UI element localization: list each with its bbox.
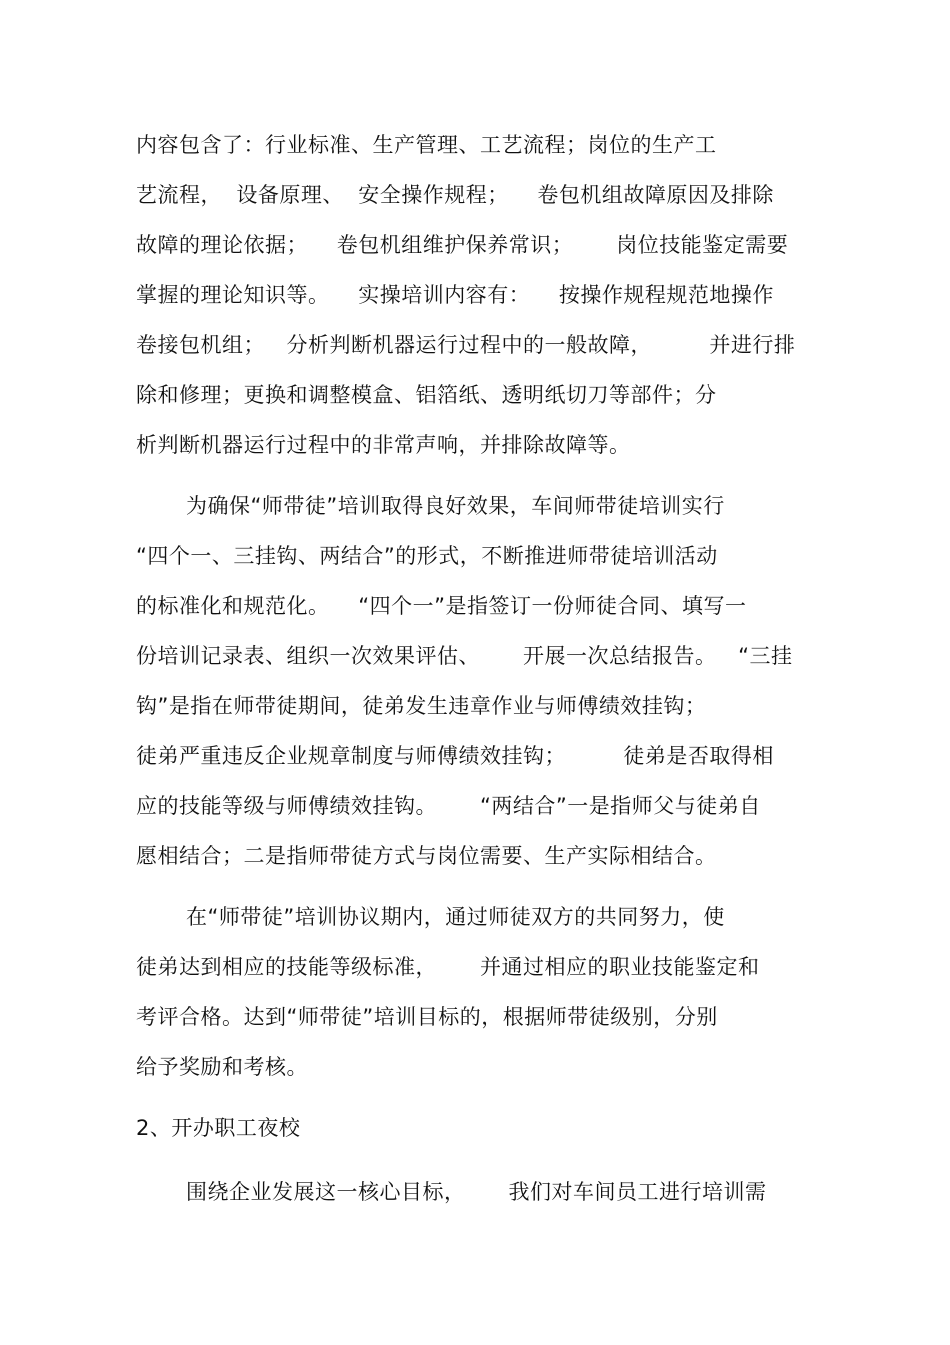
- text-line: 的标准化和规范化。 “四个一”是指签订一份师徒合同、填写一: [136, 594, 747, 618]
- text-line: 除和修理；更换和调整模盒、铝箔纸、透明纸切刀等部件；分: [136, 383, 717, 407]
- text-line: 围绕企业发展这一核心目标， 我们对车间员工进行培训需: [186, 1180, 767, 1204]
- text-line: 为确保“师带徒”培训取得良好效果，车间师带徒培训实行: [186, 494, 725, 518]
- text-line: 愿相结合；二是指师带徒方式与岗位需要、生产实际相结合。: [136, 844, 717, 868]
- text-line: 应的技能等级与师傅绩效挂钩。 “两结合”一是指师父与徒弟自: [136, 794, 761, 818]
- text-line: 析判断机器运行过程中的非常声响，并排除故障等。: [136, 433, 631, 457]
- text-line: 卷接包机组； 分析判断机器运行过程中的一般故障， 并进行排: [136, 333, 796, 357]
- text-line: 徒弟严重违反企业规章制度与师傅绩效挂钩； 徒弟是否取得相: [136, 744, 774, 768]
- text-line: 钩”是指在师带徒期间，徒弟发生违章作业与师傅绩效挂钩；: [136, 694, 707, 718]
- text-line: “四个一、三挂钩、两结合”的形式，不断推进师带徒培训活动: [136, 544, 718, 568]
- text-line: 份培训记录表、组织一次效果评估、 开展一次总结报告。 “三挂: [136, 644, 793, 668]
- text-line: 给予奖励和考核。: [136, 1055, 308, 1079]
- text-line: 考评合格。达到“师带徒”培训目标的，根据师带徒级别，分别: [136, 1005, 718, 1029]
- text-line: 故障的理论依据； 卷包机组维护保养常识； 岗位技能鉴定需要: [136, 233, 789, 257]
- text-line: 内容包含了：行业标准、生产管理、工艺流程；岗位的生产工: [136, 133, 717, 157]
- section-heading: 2、开办职工夜校: [136, 1116, 301, 1140]
- text-line: 徒弟达到相应的技能等级标准， 并通过相应的职业技能鉴定和: [136, 955, 760, 979]
- text-line: 艺流程， 设备原理、 安全操作规程； 卷包机组故障原因及排除: [136, 183, 774, 207]
- text-line: 掌握的理论知识等。 实操培训内容有： 按操作规程规范地操作: [136, 283, 774, 307]
- text-line: 在“师带徒”培训协议期内，通过师徒双方的共同努力，使: [186, 905, 725, 929]
